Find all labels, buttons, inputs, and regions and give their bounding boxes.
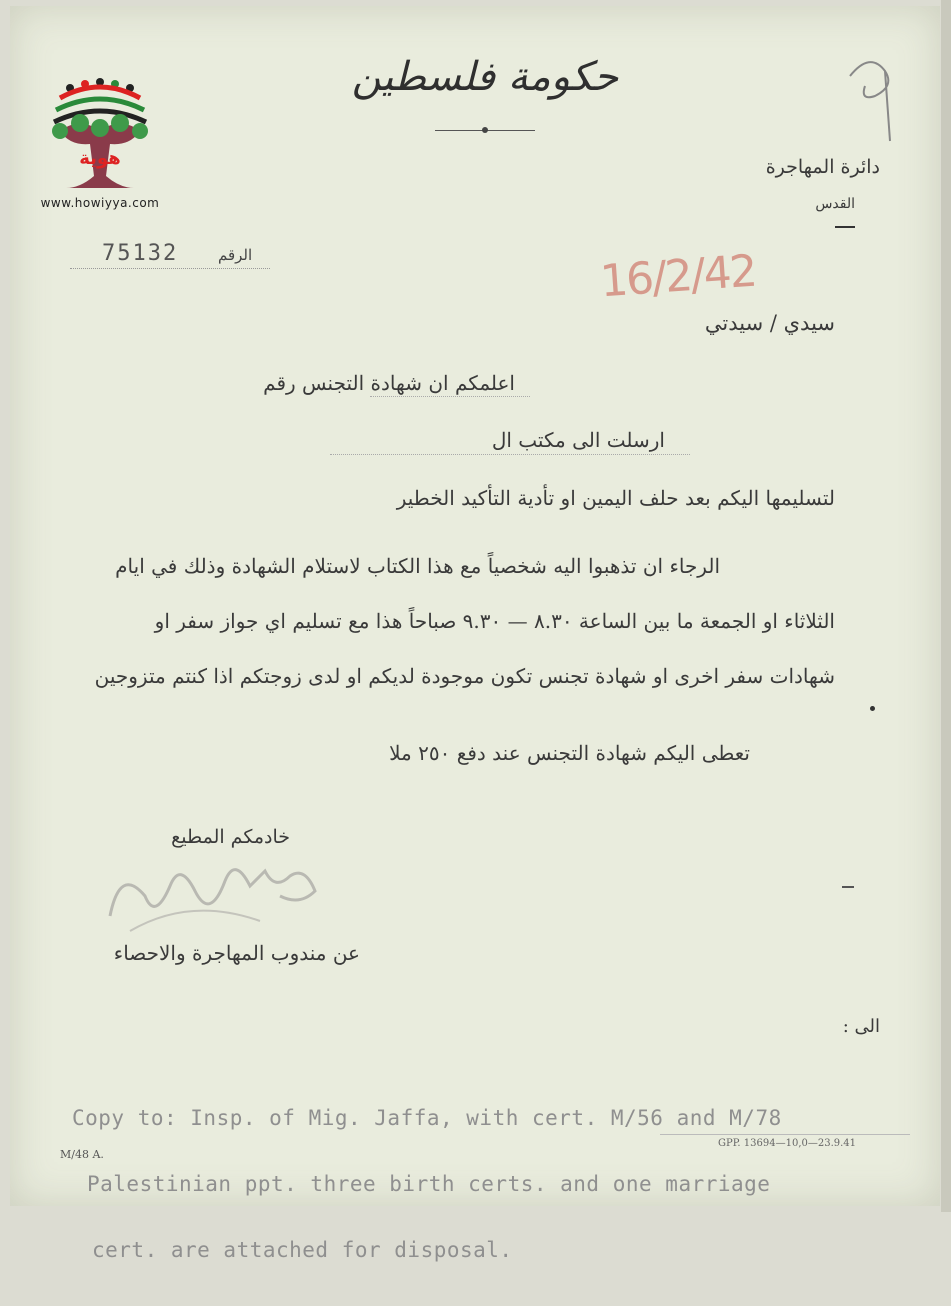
paragraph-line-3: شهادات سفر اخرى او شهادة تجنس تكون موجودة لديكم او لدى زوجتكم اذا كنتم متزوجين [94, 664, 835, 688]
typewritten-copy-note [72, 1063, 892, 1305]
howiyya-logo [30, 76, 170, 216]
certificate-number-blank [370, 396, 530, 397]
paragraph-line-1: الرجاء ان تذهبوا اليه شخصياً مع هذا الكتاب لاستلام الشهادة وذلك في ايام [115, 554, 720, 578]
printer-rule [660, 1134, 910, 1135]
department-name: دائرة المهاجرة [765, 156, 880, 178]
logo-caption: www.howiyya.com [40, 196, 160, 210]
fee-line: تعطى اليكم شهادة التجنس عند دفع ٢٥٠ ملا [389, 741, 750, 765]
logo-wordmark: هوية [79, 148, 121, 169]
closing-phrase: خادمكم المطيع [171, 826, 290, 848]
signature [100, 836, 350, 946]
body-line-1: اعلمكم ان شهادة التجنس رقم [263, 371, 515, 395]
body-line-2: ارسلت الى مكتب ال [491, 428, 665, 452]
body-line-3: لتسليمها اليكم بعد حلف اليمين او تأدية التأكيد الخطير [396, 486, 835, 510]
page-edge [941, 0, 951, 1212]
pencil-scribble-mark [830, 56, 910, 146]
margin-mark [842, 886, 854, 888]
header-ornament [435, 124, 535, 136]
copy-note-line-2: Palestinian ppt. three birth certs. and one marriage [87, 1172, 771, 1196]
reference-label: الرقم [218, 246, 253, 264]
printer-code: GPP. 13694—10,0—23.9.41 [718, 1138, 857, 1149]
reference-number: 75132 [102, 241, 179, 266]
salutation: سيدي / سيدتي [704, 311, 835, 335]
ink-dot [870, 706, 875, 711]
document-page [10, 6, 940, 1262]
paragraph-line-2: الثلاثاء او الجمعة ما بين الساعة ٨.٣٠ — ٩.٣٠ صباحاً هذا مع تسليم اي جواز سفر او [154, 609, 835, 633]
department-city: القدس [815, 196, 855, 212]
copy-note-line-3: cert. are attached for disposal. [92, 1238, 513, 1262]
office-blank [330, 454, 690, 455]
handwritten-date: 16/2/42 [598, 245, 758, 308]
form-code: M/48 A. [60, 1148, 104, 1161]
signatory-title: عن مندوب المهاجرة والاحصاء [113, 941, 360, 965]
copy-note-line-1: Copy to: Insp. of Mig. Jaffa, with cert. M/56 and M/78 [72, 1106, 782, 1130]
city-underline [835, 226, 855, 228]
reference-dotted-line [70, 268, 270, 269]
government-title: حكومة فلسطين [351, 54, 619, 100]
recipient-label: الى : [842, 1016, 880, 1037]
